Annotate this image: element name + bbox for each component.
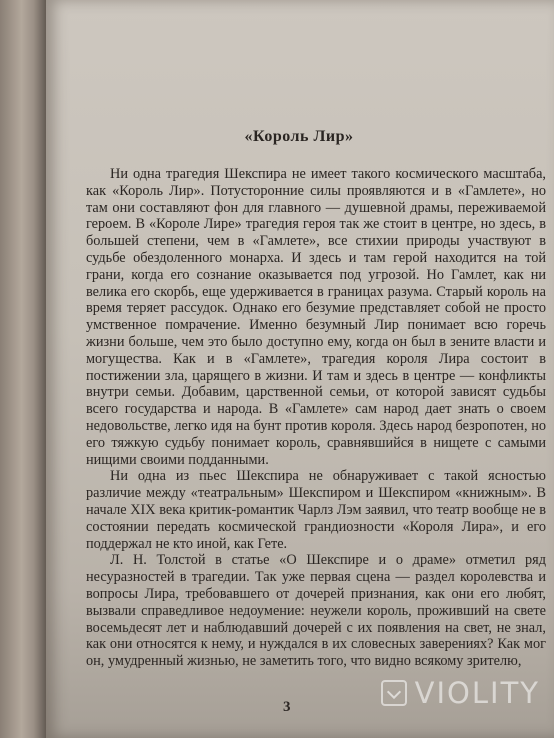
paragraph-3: Л. Н. Толстой в статье «О Шекспире и о драме» отметил ряд несуразностей в трагедии. Так уже первая сцена — раздел королевства и вопросы Лира, требовавшего от дочерей признания, как они его любят, вызвали справедливое недоумение: неужели король, проживший на свете восемьдесят лет и наблюдавший дочерей с их появления на свет, не знал, как они относятся к нему, и нуждался в их словесных заверениях? Как мог он, умудренный жизнью, не заметить того, что видно всякому зрителю, <box>86 552 546 670</box>
watermark-text: VIOLITY <box>414 676 540 710</box>
chapter-heading: «Король Лир» <box>244 128 354 145</box>
book-page <box>46 0 554 738</box>
paragraph-2: Ни одна из пьес Шекспира не обнаруживает с такой ясностью различие между «театральным» Шекспиром и Шекспиром «книжным». В начале XIX века критик-романтик Чарлз Лэм заявил, что театр вообще не в состоянии передать космической грандиозности «Короля Лира», и его поддержал не кто иной, как Гете. <box>86 468 546 552</box>
watermark-logo-icon <box>381 680 407 706</box>
page-number: 3 <box>283 699 291 715</box>
watermark <box>381 676 540 710</box>
text-column <box>86 128 546 670</box>
paragraph-1: Ни одна трагедия Шекспира не имеет такого космического масштаба, как «Король Лир». Потусторонние силы проявляются и в «Гамлете», но там они составляют фон для главного — душевной драмы, переживаемой героем. В «Короле Лире» трагедия героя так же стоит в центре, но здесь, в большей степени, чем в «Гамлете», все стихии природы участвуют в судьбе обездоленного монарха. И здесь и там герой находится на той грани, когда его сознание оказывается под угрозой. Но Гамлет, как ни велика его скорбь, еще удерживается в границах разума. Старый король на время теряет рассудок. Однако его безумие представляет собой не просто умственное помрачение. Именно безумный Лир понимает всю горечь жизни больше, чем это было доступно ему, когда он был в зените власти и могущества. Как и в «Гамлете», трагедия короля Лира состоит в постижении зла, царящего в жизни. И там и здесь в центре — конфликты внутри семьи. Добавим, царственной семьи, от которой зависят судьбы всего государства и народа. В «Гамлете» сам народ дает знать о своем недовольстве, легко идя на бунт против короля. Здесь народ безропотен, но его тяжкую судьбу понимает король, сравнявшийся в нищете с самыми нищими своими подданными. <box>86 166 546 468</box>
book-spine <box>0 0 48 738</box>
